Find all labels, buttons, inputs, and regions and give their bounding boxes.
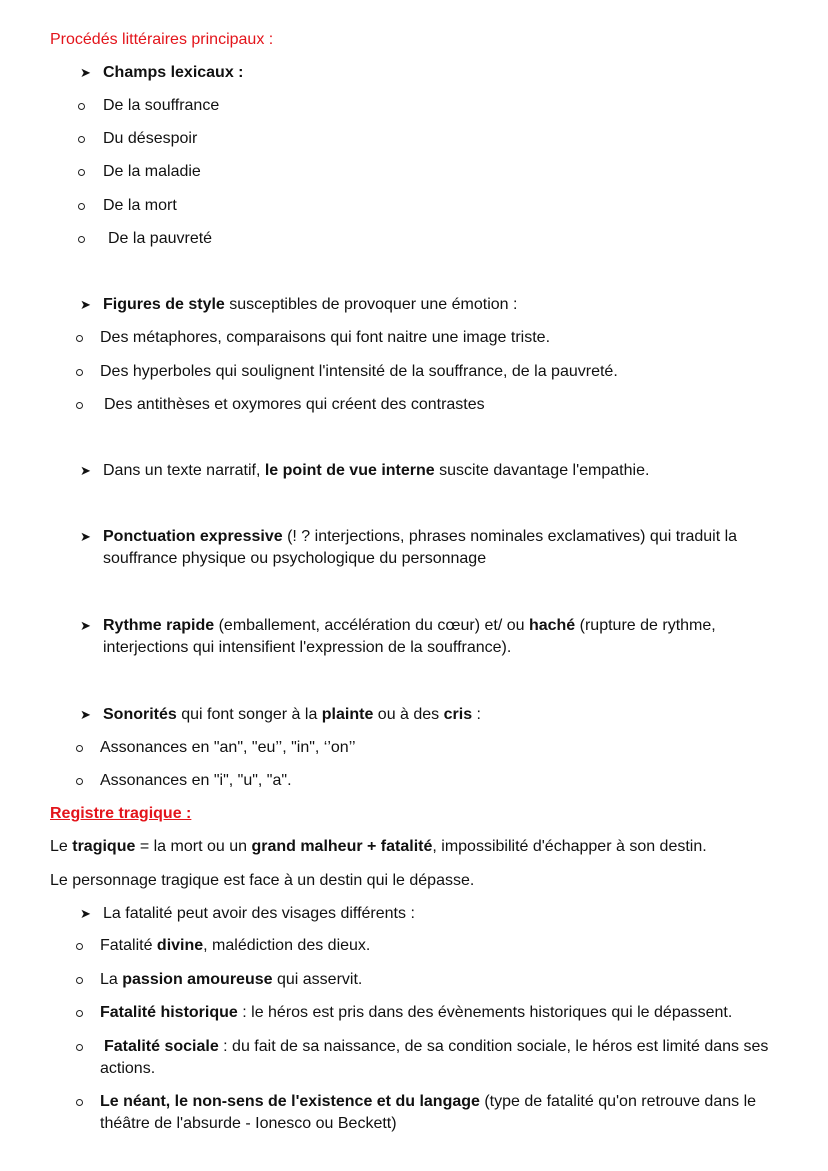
tragique-line-2: Le personnage tragique est face à un destin qui le dépasse. bbox=[50, 872, 475, 889]
item-bold: divine bbox=[156, 937, 204, 954]
arrow-bullet-icon: ➤ bbox=[80, 529, 91, 544]
rythme-text-mid: (emballement, accélération du cœur) et/ ou bbox=[214, 617, 529, 634]
circle-bullet-icon bbox=[76, 745, 83, 752]
figures-bold: Figures de style bbox=[103, 296, 225, 313]
def-bold-1: tragique bbox=[72, 838, 136, 855]
list-item-text: De la mort bbox=[103, 197, 177, 214]
sonorites-bold-2: plainte bbox=[321, 706, 374, 723]
item-text: , malédiction des dieux. bbox=[203, 937, 371, 954]
item-text: La bbox=[100, 971, 123, 988]
ponctuation-text: (! ? interjections, phrases nominales exclamatives) qui traduit la souffrance physique ou psychologique du personnage bbox=[103, 528, 738, 567]
arrow-bullet-icon: ➤ bbox=[80, 618, 91, 633]
item-bold: Fatalité historique bbox=[100, 1004, 238, 1021]
circle-bullet-icon bbox=[78, 236, 85, 243]
def-text-3: , impossibilité d'échapper à son destin. bbox=[432, 838, 707, 855]
list-item-text: Du désespoir bbox=[103, 130, 198, 147]
sonorites-text-2: ou à des bbox=[373, 706, 444, 723]
circle-bullet-icon bbox=[76, 778, 83, 785]
item-text: qui asservit. bbox=[272, 971, 363, 988]
circle-bullet-icon bbox=[76, 1044, 83, 1051]
list-item-text: Des antithèses et oxymores qui créent des contrastes bbox=[104, 396, 485, 413]
arrow-bullet-icon: ➤ bbox=[80, 707, 91, 722]
circle-bullet-icon bbox=[76, 335, 83, 342]
section-title: Procédés littéraires principaux : bbox=[50, 31, 274, 48]
arrow-bullet-icon: ➤ bbox=[80, 297, 91, 312]
fatalite-heading: La fatalité peut avoir des visages différents : bbox=[103, 905, 415, 922]
circle-bullet-icon bbox=[78, 169, 85, 176]
list-item-text: Assonances en "an", "eu’’, "in", ‘’on’’ bbox=[100, 739, 356, 756]
narratif-text-post: suscite davantage l'empathie. bbox=[434, 462, 650, 479]
sonorites-bold-1: Sonorités bbox=[103, 706, 177, 723]
list-item-text: Des métaphores, comparaisons qui font naitre une image triste. bbox=[100, 329, 551, 346]
rythme-text-rest: (rupture de rythme, interjections qui intensifient l'expression de la souffrance). bbox=[103, 617, 716, 656]
item-bold: Fatalité sociale bbox=[104, 1038, 219, 1055]
sonorites-bold-3: cris bbox=[443, 706, 473, 723]
circle-bullet-icon bbox=[76, 1010, 83, 1017]
circle-bullet-icon bbox=[76, 977, 83, 984]
circle-bullet-icon bbox=[78, 203, 85, 210]
rythme-bold-1: Rythme rapide bbox=[103, 617, 215, 634]
circle-bullet-icon bbox=[76, 369, 83, 376]
tragique-definition bbox=[50, 836, 828, 858]
circle-bullet-icon bbox=[76, 1099, 83, 1106]
list-item-text: De la souffrance bbox=[103, 97, 220, 114]
list-item-text: Assonances en "i", "u", "a". bbox=[100, 772, 292, 789]
rythme-bold-2: haché bbox=[528, 617, 576, 634]
sonorites-text-3: : bbox=[472, 706, 481, 723]
item-bold: Le néant, le non-sens de l'existence et du langage bbox=[100, 1093, 480, 1110]
item-bold: passion amoureuse bbox=[122, 971, 273, 988]
def-bold-2: grand malheur + fatalité bbox=[251, 838, 433, 855]
item-text: Fatalité bbox=[100, 937, 157, 954]
circle-bullet-icon bbox=[76, 943, 83, 950]
ponctuation-bold: Ponctuation expressive bbox=[103, 528, 283, 545]
arrow-bullet-icon: ➤ bbox=[80, 906, 91, 921]
figures-text: susceptibles de provoquer une émotion : bbox=[224, 296, 518, 313]
narratif-text-pre: Dans un texte narratif, bbox=[103, 462, 265, 479]
circle-bullet-icon bbox=[78, 136, 85, 143]
sonorites-text-1: qui font songer à la bbox=[176, 706, 322, 723]
heading-champs-lexicaux: Champs lexicaux : bbox=[103, 64, 244, 81]
circle-bullet-icon bbox=[76, 402, 83, 409]
list-item-text: De la pauvreté bbox=[108, 230, 213, 247]
item-text: : du fait de sa naissance, de sa condition sociale, le héros est limité dans ses actions. bbox=[100, 1038, 769, 1077]
circle-bullet-icon bbox=[78, 103, 85, 110]
arrow-bullet-icon: ➤ bbox=[80, 463, 91, 478]
def-text-2: = la mort ou un bbox=[135, 838, 252, 855]
item-text: : le héros est pris dans des évènements historiques qui le dépassent. bbox=[237, 1004, 733, 1021]
arrow-bullet-icon: ➤ bbox=[80, 65, 91, 80]
list-item-text: Des hyperboles qui soulignent l'intensité de la souffrance, de la pauvreté. bbox=[100, 363, 618, 380]
section-title-registre: Registre tragique : bbox=[50, 805, 192, 822]
item-text: (type de fatalité qu'on retrouve dans le théâtre de l'absurde - Ionesco ou Beckett) bbox=[100, 1093, 757, 1132]
def-text-1: Le bbox=[50, 838, 73, 855]
narratif-bold: le point de vue interne bbox=[264, 462, 435, 479]
list-item-text: De la maladie bbox=[103, 163, 201, 180]
